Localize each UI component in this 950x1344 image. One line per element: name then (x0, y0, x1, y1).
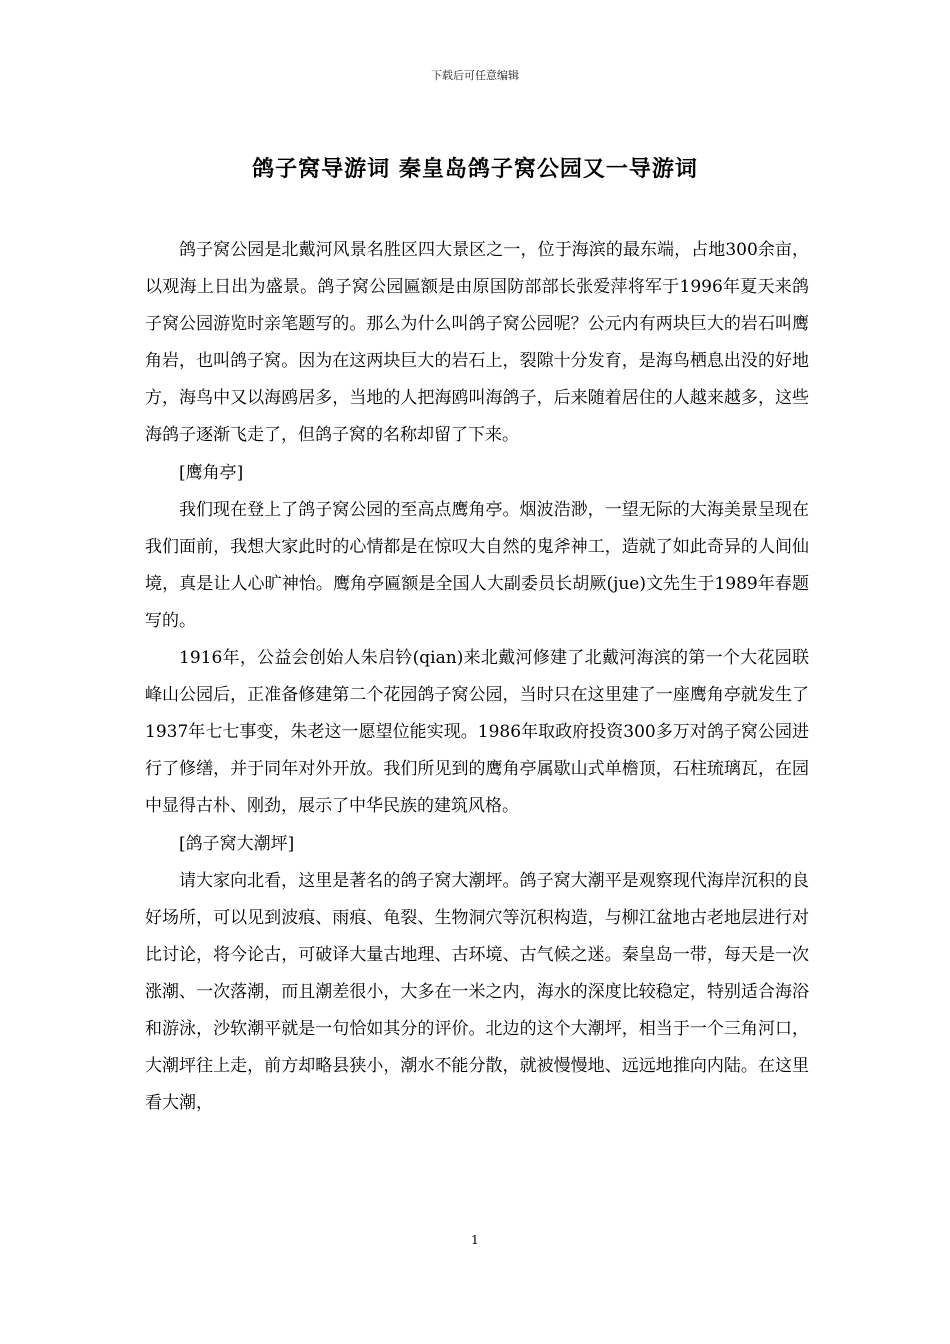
section-heading-tidal-flat: [鸽子窝大潮坪] (179, 833, 295, 854)
section-heading-eagle-pavilion: [鹰角亭] (179, 462, 244, 483)
paragraph-history: 1916年，公益会创始人朱启钤(qian)来北戴河修建了北戴河海滨的第一个大花园联峰山公园后，正准备修建第二个花园鸽子窝公园，当时只在这里建了一座鹰角亭就发生了1937年七七事变，朱老这一愿望位能实现。1986年取政府投资300多万对鸽子窝公园进行了修缮，并于同年对外开放。我们所见到的鹰角亭属歇山式单檐顶，石柱琉璃瓦，在园中显得古朴、刚劲，展示了中华民族的建筑风格。 (145, 648, 809, 817)
paragraph-tidal-flat: 请大家向北看，这里是著名的鸽子窝大潮坪。鸽子窝大潮平是观察现代海岸沉积的良好场所，可以见到波痕、雨痕、龟裂、生物洞穴等沉积构造，与柳江盆地古老地层进行对比讨论，将今论古，可破译大量古地理、古环境、古气候之迷。秦皇岛一带，每天是一次涨潮、一次落潮，而且潮差很小，大多在一米之内，海水的深度比较稳定，特别适合海浴和游泳，沙软潮平就是一句恰如其分的评价。北边的这个大潮坪，相当于一个三角河口，大潮坪往上走，前方却略县狭小，潮水不能分散，就被慢慢地、远远地推向内陆。在这里看大潮， (145, 870, 809, 1114)
paragraph-eagle-pavilion: 我们现在登上了鸽子窝公园的至高点鹰角亭。烟波浩渺，一望无际的大海美景呈现在我们面前，我想大家此时的心情都是在惊叹大自然的鬼斧神工，造就了如此奇异的人间仙境，真是让人心旷神怡。鹰角亭匾额是全国人大副委员长胡厥(jue)文先生于1989年春题写的。 (145, 499, 809, 631)
page-title: 鸽子窝导游词 秦皇岛鸽子窝公园又一导游词 (252, 156, 698, 182)
paragraph-intro: 鸽子窝公园是北戴河风景名胜区四大景区之一，位于海滨的最东端，占地300余亩，以观海上日出为盛景。鸽子窝公园匾额是由原国防部部长张爱萍将军于1996年夏天来鸽子窝公园游览时亲笔题写的。那么为什么叫鸽子窝公园呢？公元内有两块巨大的岩石叫鹰角岩，也叫鸽子窝。因为在这两块巨大的岩石上，裂隙十分发育，是海鸟栖息出没的好地方，海鸟中又以海鸥居多，当地的人把海鸥叫海鸽子，后来随着居住的人越来越多，这些海鸽子逐渐飞走了，但鸽子窝的名称却留了下来。 (145, 240, 809, 446)
document-body (145, 232, 809, 1122)
header-note: 下载后可任意编辑 (431, 69, 519, 82)
page-number: 1 (471, 1233, 479, 1247)
